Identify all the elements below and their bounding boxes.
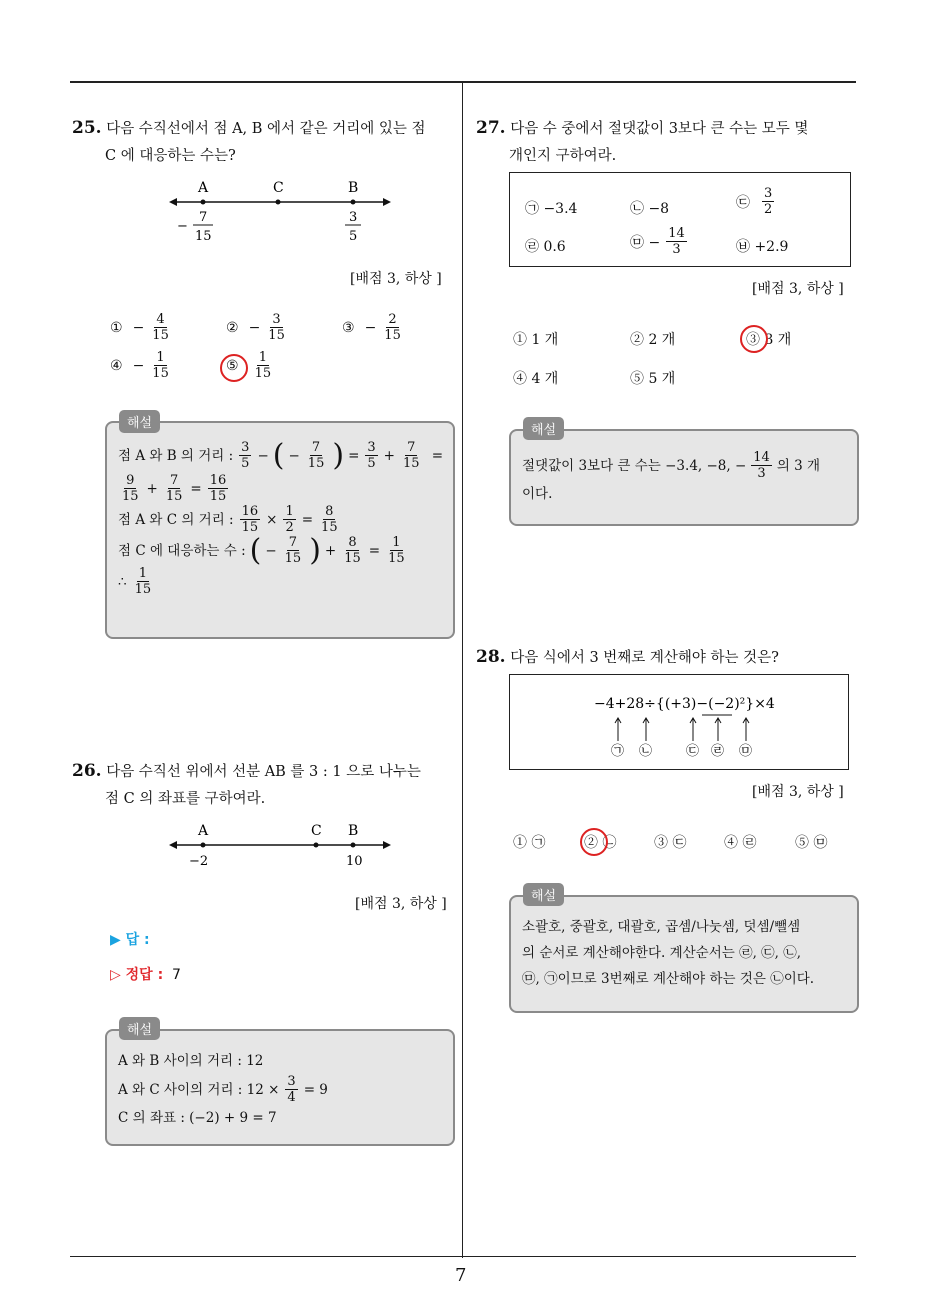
- marker-b: ㉡: [639, 744, 653, 759]
- item-e: ㉤ − $\frac{14}{3}$: [630, 226, 685, 257]
- choice-4[interactable]: [110, 350, 173, 381]
- choice-mark: ②: [226, 319, 239, 336]
- selected-answer-mark: [220, 354, 248, 382]
- question-text-line1: 다음 수직선 위에서 선분 AB 를 3 : 1 으로 나누는: [106, 764, 421, 780]
- question-text-line2: 개인지 구하여라.: [509, 148, 617, 164]
- exp-line1: A 와 B 사이의 거리 : 12: [118, 1053, 264, 1069]
- choice-3[interactable]: [342, 312, 405, 343]
- score-meta: [배점 3, 하상 ]: [350, 271, 442, 287]
- choice-2[interactable]: ② ㉡: [584, 835, 617, 851]
- exp-line2-suffix: = 9: [303, 1081, 328, 1098]
- exp-line3: ㉤, ㉠이므로 3번째로 계산해야 하는 것은 ㉡이다.: [522, 971, 815, 987]
- choice-fraction: $\frac{2}{15}$: [384, 312, 401, 343]
- question-text-line1: 다음 수직선에서 점 A, B 에서 같은 거리에 있는 점: [106, 121, 426, 137]
- score-meta: [배점 3, 하상 ]: [752, 281, 844, 297]
- choice-3[interactable]: ③ ㉢: [654, 835, 687, 851]
- question-number: 28.: [476, 647, 506, 667]
- marker-e: ㉤: [739, 744, 753, 759]
- choice-2[interactable]: [226, 312, 289, 343]
- question-text-line2: 점 C 의 좌표를 구하여라.: [105, 791, 266, 807]
- explanation-tag: 해설: [523, 417, 564, 440]
- choice-fraction: $\frac{4}{15}$: [152, 312, 169, 343]
- choice-mark: ④: [110, 357, 123, 374]
- tick-left-den: 15: [195, 229, 212, 244]
- tick-right-num: 3: [349, 210, 358, 225]
- item-f: ㉥ +2.9: [736, 239, 789, 255]
- choice-fraction: $\frac{1}{15}$: [152, 350, 169, 381]
- expression-text: −4+28÷{(+3)−(−2)²}×4: [594, 696, 775, 712]
- exp-line3-prefix: 점 A 와 C 의 거리 :: [118, 511, 234, 528]
- choice-1[interactable]: ① 1 개: [513, 332, 559, 348]
- choice-sign: −: [132, 319, 145, 336]
- exp-line1-prefix: 절댓값이 3보다 큰 수는 −3.4, −8, −: [522, 457, 747, 474]
- point-c-label: C: [273, 180, 284, 196]
- question-number: 27.: [476, 118, 506, 138]
- choice-sign: −: [132, 357, 145, 374]
- bottom-rule: [70, 1256, 856, 1257]
- explanation-body: 점 A 와 B 의 거리 : $\frac{3}{5}$ − ( − $\frac{7}{15}$ ) = $\frac{3}{5}$ + $\frac{7}{15}$ = $\frac{9}{15}$ + $\frac{7}{15}$ = $\frac{16}{15}$ 점 A 와 C 의 거리 : $\frac{16}{15}$ × $\frac{1}{2}$ = $\frac{8}{15}$ 점 C 에 대응하는 수 : ( − $\frac{7}{15}$ ) + $\frac{8}{15}$ = $\frac{1}{15}$ ∴ $\frac{1}{15}$: [118, 437, 444, 597]
- explanation-tag: 해설: [523, 883, 564, 906]
- choice-5[interactable]: ⑤ 5 개: [630, 371, 676, 387]
- choice-5[interactable]: ⑤ ㉤: [795, 835, 828, 851]
- question-number: 25.: [72, 118, 102, 138]
- question-text-line1: 다음 수 중에서 절댓값이 3보다 큰 수는 모두 몇: [510, 121, 809, 137]
- tick-right-den: 5: [349, 229, 358, 244]
- number-line-25: [165, 175, 395, 250]
- explanation-body: 절댓값이 3보다 큰 수는 −3.4, −8, − $\frac{14}{3}$ 의 3 개 이다.: [522, 450, 852, 507]
- correct-label: ▷ 정답 :: [110, 967, 164, 983]
- correct-value: 7: [172, 967, 181, 983]
- answer-label: ▶ 답 :: [110, 932, 150, 948]
- therefore-symbol: ∴: [118, 573, 127, 590]
- tick-left-num: 7: [199, 210, 208, 225]
- point-b-label: B: [348, 180, 359, 196]
- exp-line3: C 의 좌표 : (−2) + 9 = 7: [118, 1110, 277, 1126]
- point-a-label: A: [198, 180, 209, 196]
- number-line-26: [165, 818, 395, 873]
- marker-c: ㉢: [686, 744, 700, 759]
- correct-answer: [110, 964, 181, 984]
- choice-4[interactable]: ④ ㉣: [724, 835, 757, 851]
- item-c: ㉢ $\frac{3}{2}$: [736, 186, 773, 217]
- page-number: 7: [455, 1265, 467, 1286]
- choice-mark: ⑤: [226, 357, 239, 374]
- marker-d: ㉣: [711, 744, 725, 759]
- question-number: 26.: [72, 761, 102, 781]
- selected-answer-mark: [740, 325, 768, 353]
- choice-3[interactable]: ③ 3 개: [746, 332, 792, 348]
- choice-mark: ①: [110, 319, 123, 336]
- exp-line1: 소괄호, 중괄호, 대괄호, 곱셈/나눗셈, 덧셈/뺄셈: [522, 919, 801, 935]
- column-divider: [462, 83, 463, 1258]
- choice-2[interactable]: ② 2 개: [630, 332, 676, 348]
- choice-4[interactable]: ④ 4 개: [513, 371, 559, 387]
- choice-fraction: $\frac{3}{15}$: [268, 312, 285, 343]
- explanation-body: [522, 914, 852, 992]
- exp-line1-suffix: 의 3 개: [776, 457, 821, 474]
- explanation-tag: 해설: [119, 1017, 160, 1040]
- exp-line2: 이다.: [522, 486, 553, 502]
- expression-diagram: [510, 675, 846, 767]
- choice-1[interactable]: [110, 312, 173, 343]
- question-text-line1: 다음 식에서 3 번째로 계산해야 하는 것은?: [510, 650, 779, 666]
- point-b-label: B: [348, 823, 359, 839]
- item-b: ㉡ −8: [630, 201, 670, 217]
- score-meta: [배점 3, 하상 ]: [355, 896, 447, 912]
- choice-sign: −: [364, 319, 377, 336]
- choice-1[interactable]: ① ㉠: [513, 835, 546, 851]
- item-a: ㉠ −3.4: [525, 201, 578, 217]
- tick-left-sign: −: [177, 219, 188, 234]
- explanation-tag: 해설: [119, 410, 160, 433]
- exp-line1-prefix: 점 A 와 B 의 거리 :: [118, 447, 234, 464]
- question-text-line2: C 에 대응하는 수는?: [105, 148, 236, 164]
- item-d: ㉣ 0.6: [525, 239, 566, 255]
- score-meta: [배점 3, 하상 ]: [752, 784, 844, 800]
- exp-line4-prefix: 점 C 에 대응하는 수 :: [118, 542, 246, 559]
- exp-line2-prefix: A 와 C 사이의 거리 : 12 ×: [118, 1081, 280, 1098]
- tick-left-label: −2: [189, 854, 209, 869]
- choice-sign: −: [248, 319, 261, 336]
- top-rule: [70, 81, 856, 83]
- tick-right-label: 10: [346, 854, 363, 869]
- exp-line2: 의 순서로 계산해야한다. 계산순서는 ㉣, ㉢, ㉡,: [522, 945, 802, 961]
- choice-fraction: $\frac{1}{15}$: [254, 350, 272, 381]
- point-c-label: C: [311, 823, 322, 839]
- choice-mark: ③: [342, 319, 355, 336]
- explanation-body: A 와 B 사이의 거리 : 12 A 와 C 사이의 거리 : 12 × $\frac{3}{4}$ = 9 C 의 좌표 : (−2) + 9 = 7: [118, 1048, 448, 1131]
- selected-answer-mark: [580, 828, 608, 856]
- point-a-label: A: [198, 823, 209, 839]
- marker-a: ㉠: [611, 744, 625, 759]
